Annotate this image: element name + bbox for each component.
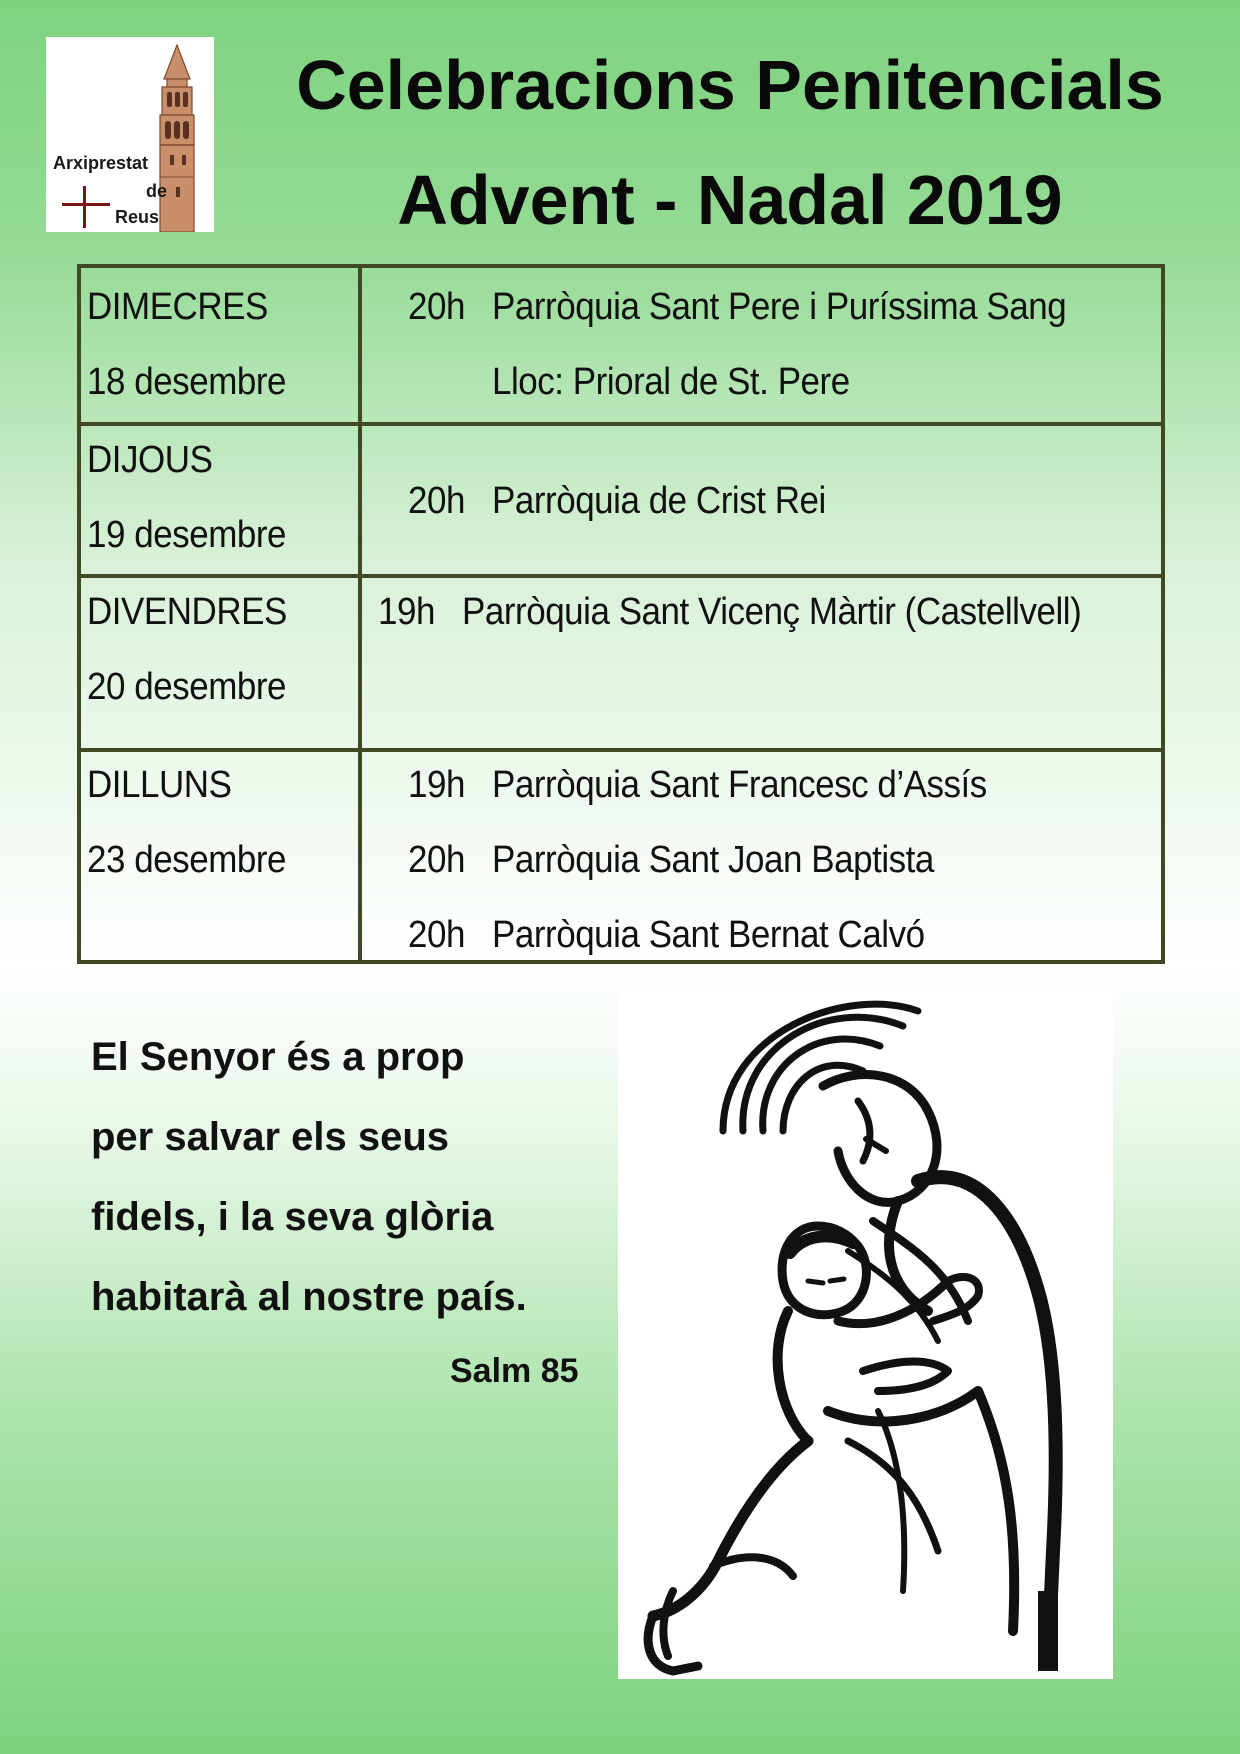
event-place: Parròquia Sant Bernat Calvó <box>492 914 925 956</box>
cross-icon <box>83 186 86 228</box>
date-label: 20 desembre <box>87 666 287 708</box>
schedule-table <box>77 264 1165 964</box>
logo-text-line3: Reus <box>115 207 160 227</box>
quote-line: per salvar els seus <box>91 1115 450 1159</box>
cross-icon-bar <box>62 203 110 206</box>
table-row <box>81 268 1161 426</box>
quote-line: El Senyor és a prop <box>91 1035 465 1079</box>
event-time: 19h <box>408 764 465 806</box>
date-label: 18 desembre <box>87 361 287 403</box>
event-location: Lloc: Prioral de St. Pere <box>492 361 850 403</box>
illustration-embrace <box>618 991 1113 1679</box>
table-row <box>81 752 1161 960</box>
event-time: 20h <box>408 480 465 522</box>
event-time: 20h <box>408 839 465 881</box>
date-label: 19 desembre <box>87 514 287 556</box>
quote-line: habitarà al nostre país. <box>91 1275 527 1319</box>
event-place: Parròquia Sant Vicenç Màrtir (Castellvell) <box>462 591 1082 633</box>
embrace-drawing <box>618 991 1113 1679</box>
day-label: DILLUNS <box>87 764 232 806</box>
day-label: DIMECRES <box>87 286 268 328</box>
event-place: Parròquia Sant Joan Baptista <box>492 839 934 881</box>
event-time: 20h <box>408 286 465 328</box>
page-title: Celebracions Penitencials <box>296 46 1164 124</box>
event-place: Parròquia Sant Pere i Puríssima Sang <box>492 286 1067 328</box>
date-label: 23 desembre <box>87 839 287 881</box>
event-time: 20h <box>408 914 465 956</box>
day-label: DIJOUS <box>87 439 213 481</box>
page-subtitle: Advent - Nadal 2019 <box>397 161 1063 239</box>
quote-line: fidels, i la seva glòria <box>91 1195 494 1239</box>
table-row <box>81 426 1161 578</box>
logo-text-line2: de <box>146 181 168 201</box>
quote-source: Salm 85 <box>450 1352 579 1390</box>
day-label: DIVENDRES <box>87 591 287 633</box>
logo-text-line1: Arxiprestat <box>53 153 149 173</box>
event-time: 19h <box>378 591 435 633</box>
table-row <box>81 578 1161 752</box>
archpriesthood-logo <box>46 37 214 232</box>
event-place: Parròquia de Crist Rei <box>492 480 826 522</box>
event-place: Parròquia Sant Francesc d’Assís <box>492 764 987 806</box>
